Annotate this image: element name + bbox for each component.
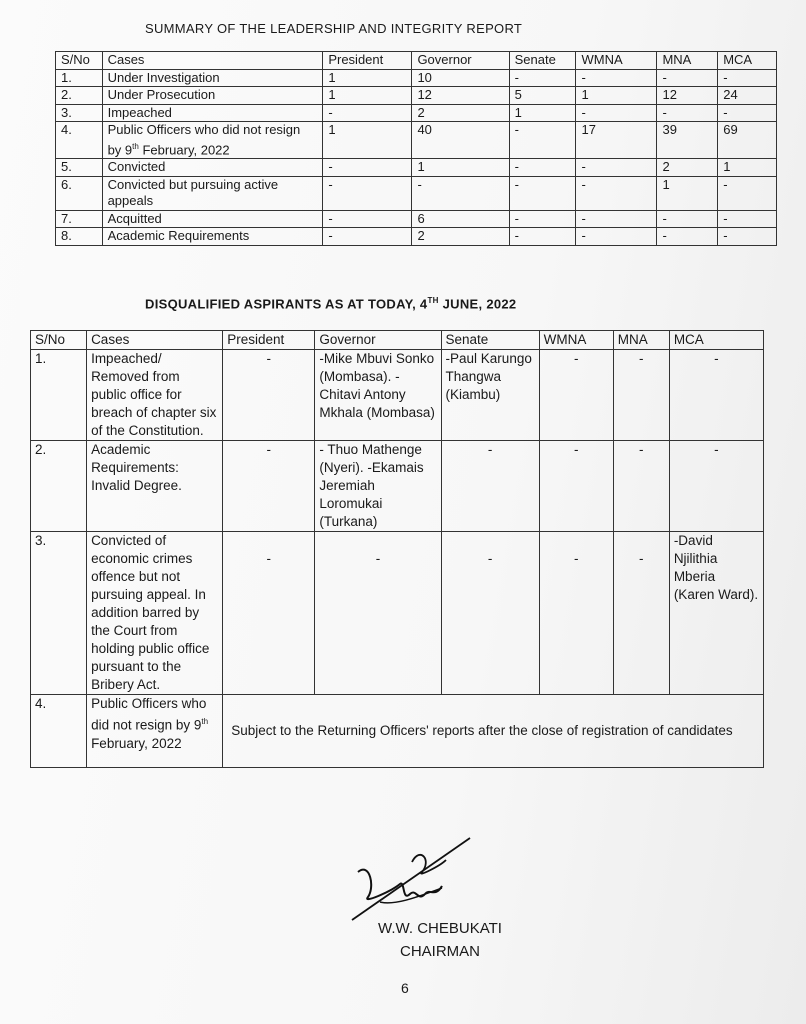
row-senate: - — [509, 228, 576, 246]
table-row — [31, 350, 764, 441]
row-president: 1 — [323, 69, 412, 87]
summary-header-row — [56, 52, 777, 70]
row-senate: - — [509, 122, 576, 159]
signature-image — [350, 832, 480, 927]
row-senate: - — [509, 176, 576, 210]
row-mca: 1 — [718, 159, 777, 177]
row-mca: - — [718, 104, 777, 122]
row-case: Convicted of economic crimes offence but not pursuing appeal. In addition barred by the Court from holding public office pursuant to the Bribery Act. — [87, 532, 223, 695]
header-sno: S/No — [56, 52, 103, 70]
row-president: - — [323, 104, 412, 122]
disqualified-title — [145, 296, 516, 311]
row-president: - — [223, 350, 315, 441]
row-president: - — [323, 176, 412, 210]
row-governor: 10 — [412, 69, 509, 87]
row-president: - — [223, 532, 315, 695]
row-mna: - — [613, 441, 669, 532]
table-row — [31, 695, 764, 768]
row-mna: 1 — [657, 176, 718, 210]
row-mca: -David Njilithia Mberia (Karen Ward). — [669, 532, 763, 695]
row-governor: 12 — [412, 87, 509, 105]
row-mca: - — [718, 69, 777, 87]
row-wmna: - — [539, 441, 613, 532]
disqualified-title-end: JUNE, 2022 — [438, 296, 517, 312]
row-sno: 2. — [31, 441, 87, 532]
row-sno: 1. — [56, 69, 103, 87]
row-governor: 1 — [412, 159, 509, 177]
header-senate: Senate — [441, 331, 539, 350]
row-president: 1 — [323, 122, 412, 159]
row-mna: - — [613, 350, 669, 441]
row-senate: - — [509, 69, 576, 87]
row-case: Convicted but pursuing active appeals — [102, 176, 323, 210]
row-case: Public Officers who did not resign by 9th February, 2022 — [87, 695, 223, 768]
row-case: Public Officers who did not resign by 9th February, 2022 — [102, 122, 323, 159]
row-sno: 4. — [56, 122, 103, 159]
row-senate: - — [509, 210, 576, 228]
row-case: Academic Requirements — [102, 228, 323, 246]
disqualified-table — [30, 330, 764, 768]
row-governor: 40 — [412, 122, 509, 159]
header-wmna: WMNA — [576, 52, 657, 70]
table-row — [31, 532, 764, 695]
header-governor: Governor — [412, 52, 509, 70]
row-senate: - — [441, 532, 539, 695]
header-wmna: WMNA — [539, 331, 613, 350]
row-case: Impeached/ Removed from public office for breach of chapter six of the Constitution. — [87, 350, 223, 441]
row-mca: - — [718, 228, 777, 246]
row-governor: - — [412, 176, 509, 210]
table-row — [56, 104, 777, 122]
row-mna: - — [657, 228, 718, 246]
header-mca: MCA — [669, 331, 763, 350]
table-row — [56, 69, 777, 87]
row-governor: -Mike Mbuvi Sonko (Mombasa). -Chitavi Antony Mkhala (Mombasa) — [315, 350, 441, 441]
row-mna: - — [657, 104, 718, 122]
row-note: Subject to the Returning Officers' reports after the close of registration of candidates — [223, 695, 764, 768]
row-governor: 2 — [412, 104, 509, 122]
signatory-name: W.W. CHEBUKATI — [378, 920, 502, 937]
row-mna: - — [657, 210, 718, 228]
header-cases: Cases — [87, 331, 223, 350]
table-row — [56, 122, 777, 159]
row-mca: - — [669, 441, 763, 532]
disqualified-title-main: DISQUALIFIED ASPIRANTS AS AT TODAY, 4 — [145, 296, 428, 312]
row-case: Impeached — [102, 104, 323, 122]
row-case: Under Prosecution — [102, 87, 323, 105]
row-mna: - — [657, 69, 718, 87]
row-case: Convicted — [102, 159, 323, 177]
row-mca: - — [669, 350, 763, 441]
row-mna: 2 — [657, 159, 718, 177]
table-row — [56, 159, 777, 177]
table-row — [56, 87, 777, 105]
row-sno: 5. — [56, 159, 103, 177]
header-mna: MNA — [613, 331, 669, 350]
row-sno: 1. — [31, 350, 87, 441]
row-case: Acquitted — [102, 210, 323, 228]
row-sno: 6. — [56, 176, 103, 210]
summary-title: SUMMARY OF THE LEADERSHIP AND INTEGRITY REPORT — [145, 21, 523, 36]
row-wmna: - — [576, 159, 657, 177]
row-governor: - — [315, 532, 441, 695]
table-row — [31, 441, 764, 532]
row-wmna: - — [576, 69, 657, 87]
row-wmna: - — [576, 210, 657, 228]
disqualified-header-row — [31, 331, 764, 350]
row-president: - — [323, 210, 412, 228]
row-governor: - Thuo Mathenge (Nyeri). -Ekamais Jeremiah Loromukai (Turkana) — [315, 441, 441, 532]
header-sno: S/No — [31, 331, 87, 350]
row-president: 1 — [323, 87, 412, 105]
page-number: 6 — [401, 980, 409, 996]
row-mca: - — [718, 176, 777, 210]
row-sno: 7. — [56, 210, 103, 228]
header-mna: MNA — [657, 52, 718, 70]
row-senate: -Paul Karungo Thangwa (Kiambu) — [441, 350, 539, 441]
header-governor: Governor — [315, 331, 441, 350]
row-mca: 69 — [718, 122, 777, 159]
header-senate: Senate — [509, 52, 576, 70]
row-wmna: 1 — [576, 87, 657, 105]
row-wmna: - — [576, 176, 657, 210]
row-sno: 4. — [31, 695, 87, 768]
row-wmna: - — [539, 350, 613, 441]
header-president: President — [323, 52, 412, 70]
row-wmna: 17 — [576, 122, 657, 159]
row-mca: - — [718, 210, 777, 228]
row-wmna: - — [576, 104, 657, 122]
row-mna: 12 — [657, 87, 718, 105]
row-case: Under Investigation — [102, 69, 323, 87]
row-governor: 2 — [412, 228, 509, 246]
row-wmna: - — [539, 532, 613, 695]
row-president: - — [323, 228, 412, 246]
row-senate: 1 — [509, 104, 576, 122]
table-row — [56, 228, 777, 246]
table-row — [56, 210, 777, 228]
table-row — [56, 176, 777, 210]
row-sno: 8. — [56, 228, 103, 246]
header-mca: MCA — [718, 52, 777, 70]
row-sno: 3. — [56, 104, 103, 122]
row-president: - — [323, 159, 412, 177]
row-senate: - — [441, 441, 539, 532]
header-president: President — [223, 331, 315, 350]
row-senate: 5 — [509, 87, 576, 105]
row-mna: - — [613, 532, 669, 695]
row-sno: 3. — [31, 532, 87, 695]
row-mna: 39 — [657, 122, 718, 159]
row-mca: 24 — [718, 87, 777, 105]
header-cases: Cases — [102, 52, 323, 70]
row-senate: - — [509, 159, 576, 177]
summary-table — [55, 51, 777, 246]
signatory-role: CHAIRMAN — [399, 943, 480, 960]
row-governor: 6 — [412, 210, 509, 228]
disqualified-title-sup: TH — [427, 296, 439, 305]
row-sno: 2. — [56, 87, 103, 105]
row-president: - — [223, 441, 315, 532]
row-case: Academic Requirements: Invalid Degree. — [87, 441, 223, 532]
row-wmna: - — [576, 228, 657, 246]
